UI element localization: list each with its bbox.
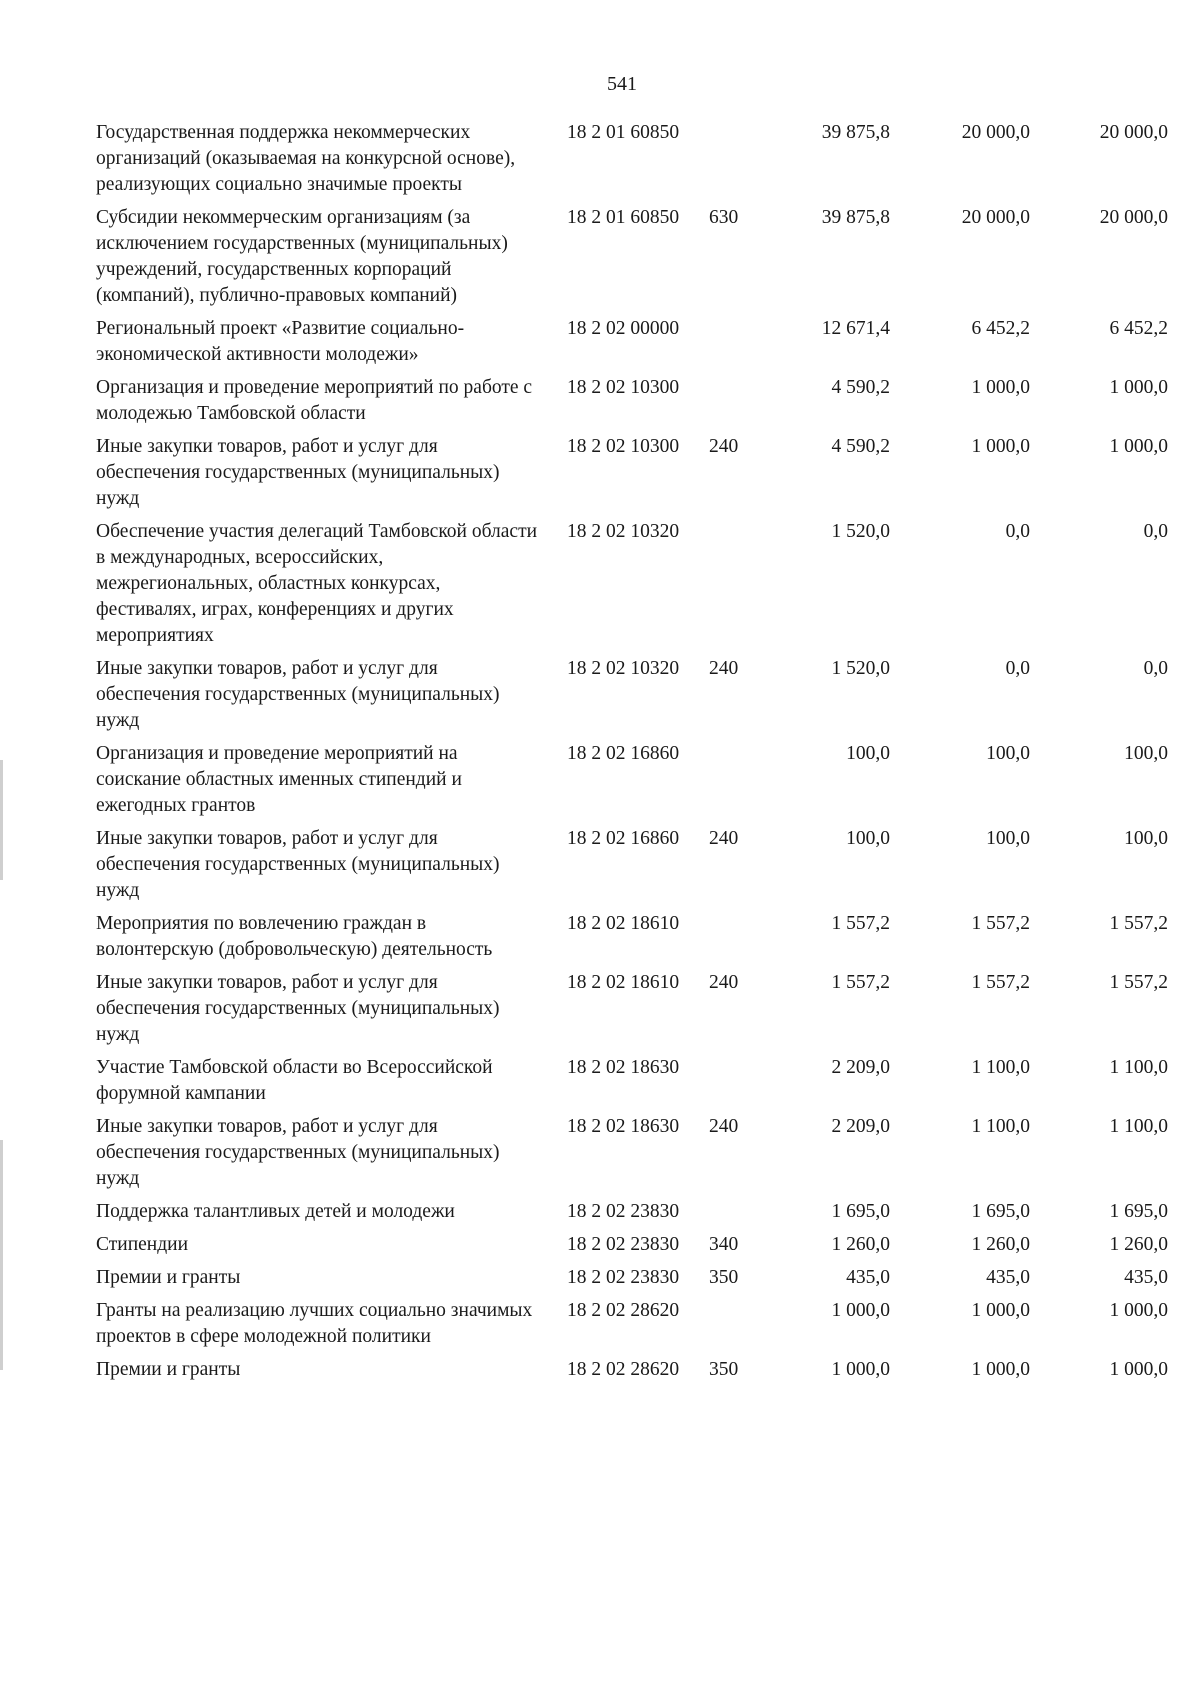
classification-code: 18 2 02 00000: [567, 318, 680, 339]
amount-year-3: 1 000,0: [1109, 1300, 1168, 1321]
classification-code: 18 2 02 10300: [567, 436, 680, 457]
table-row: [0, 375, 1200, 427]
table-row: [0, 911, 1200, 963]
expense-name: Организация и проведение мероприятий на соискание областных именных стипендий и ежегодных грантов: [96, 743, 462, 816]
classification-code: 18 2 01 60850: [567, 207, 680, 228]
expense-name: Иные закупки товаров, работ и услуг для обеспечения государственных (муниципальных) нужд: [96, 436, 500, 509]
amount-year-2: 0,0: [1005, 521, 1030, 542]
amount-year-1: 12 671,4: [821, 318, 890, 339]
amount-year-3: 1 000,0: [1109, 377, 1168, 398]
amount-year-2: 1 000,0: [971, 377, 1030, 398]
classification-code: 18 2 02 23830: [567, 1234, 680, 1255]
table-row: [0, 120, 1200, 198]
amount-year-1: 1 520,0: [831, 521, 890, 542]
table-row: [0, 205, 1200, 309]
amount-year-3: 0,0: [1143, 521, 1168, 542]
amount-year-2: 435,0: [986, 1267, 1030, 1288]
budget-table: [0, 120, 1200, 1390]
table-row: [0, 434, 1200, 512]
classification-code: 18 2 02 10300: [567, 377, 680, 398]
amount-year-3: 20 000,0: [1099, 122, 1168, 143]
expense-name: Премии и гранты: [96, 1359, 241, 1380]
amount-year-1: 1 000,0: [831, 1300, 890, 1321]
expense-name: Обеспечение участия делегаций Тамбовской области в международных, всероссийских, межрегиональных, областных конкурсах, фестивалях, играх, конференциях и других мероприятиях: [96, 521, 538, 646]
expense-name: Иные закупки товаров, работ и услуг для обеспечения государственных (муниципальных) нужд: [96, 972, 500, 1045]
amount-year-1: 100,0: [846, 828, 890, 849]
amount-year-3: 100,0: [1124, 828, 1168, 849]
amount-year-3: 1 557,2: [1109, 913, 1168, 934]
amount-year-2: 0,0: [1005, 658, 1030, 679]
table-row: [0, 741, 1200, 819]
expense-type-code: 350: [709, 1359, 739, 1380]
page-number: 541: [607, 73, 637, 95]
amount-year-3: 1 000,0: [1109, 436, 1168, 457]
classification-code: 18 2 02 16860: [567, 828, 680, 849]
expense-name: Мероприятия по вовлечению граждан в волонтерскую (добровольческую) деятельность: [96, 913, 493, 960]
amount-year-1: 4 590,2: [831, 436, 890, 457]
expense-name: Премии и гранты: [96, 1267, 241, 1288]
amount-year-1: 4 590,2: [831, 377, 890, 398]
table-row: [0, 1265, 1200, 1291]
amount-year-1: 1 557,2: [831, 972, 890, 993]
amount-year-2: 1 557,2: [971, 913, 1030, 934]
amount-year-1: 2 209,0: [831, 1116, 890, 1137]
amount-year-1: 1 557,2: [831, 913, 890, 934]
amount-year-2: 1 695,0: [971, 1201, 1030, 1222]
amount-year-2: 20 000,0: [961, 122, 1030, 143]
table-row: [0, 1357, 1200, 1383]
table-row: [0, 826, 1200, 904]
classification-code: 18 2 02 10320: [567, 658, 680, 679]
amount-year-3: 0,0: [1143, 658, 1168, 679]
table-row: [0, 970, 1200, 1048]
expense-type-code: 350: [709, 1267, 739, 1288]
expense-name: Стипендии: [96, 1234, 189, 1255]
amount-year-2: 1 100,0: [971, 1057, 1030, 1078]
amount-year-1: 1 000,0: [831, 1359, 890, 1380]
expense-name: Иные закупки товаров, работ и услуг для обеспечения государственных (муниципальных) нужд: [96, 1116, 500, 1189]
classification-code: 18 2 02 18630: [567, 1116, 680, 1137]
expense-name: Субсидии некоммерческим организациям (за исключением государственных (муниципальных) учреждений, государственных корпораций (компаний), публично-правовых компаний): [96, 207, 508, 306]
expense-type-code: 240: [709, 1116, 739, 1137]
amount-year-2: 1 100,0: [971, 1116, 1030, 1137]
amount-year-3: 1 557,2: [1109, 972, 1168, 993]
classification-code: 18 2 02 28620: [567, 1300, 680, 1321]
expense-type-code: 240: [709, 436, 739, 457]
expense-type-code: 630: [709, 207, 739, 228]
classification-code: 18 2 02 10320: [567, 521, 680, 542]
amount-year-2: 1 000,0: [971, 436, 1030, 457]
expense-name: Гранты на реализацию лучших социально значимых проектов в сфере молодежной политики: [96, 1300, 533, 1347]
classification-code: 18 2 02 28620: [567, 1359, 680, 1380]
expense-type-code: 240: [709, 658, 739, 679]
classification-code: 18 2 02 23830: [567, 1267, 680, 1288]
classification-code: 18 2 02 16860: [567, 743, 680, 764]
classification-code: 18 2 01 60850: [567, 122, 680, 143]
amount-year-3: 20 000,0: [1099, 207, 1168, 228]
amount-year-3: 100,0: [1124, 743, 1168, 764]
amount-year-2: 20 000,0: [961, 207, 1030, 228]
table-row: [0, 1199, 1200, 1225]
table-row: [0, 316, 1200, 368]
expense-type-code: 240: [709, 828, 739, 849]
expense-name: Иные закупки товаров, работ и услуг для обеспечения государственных (муниципальных) нужд: [96, 658, 500, 731]
classification-code: 18 2 02 18610: [567, 972, 680, 993]
amount-year-3: 1 695,0: [1109, 1201, 1168, 1222]
table-row: [0, 519, 1200, 649]
expense-type-code: 240: [709, 972, 739, 993]
amount-year-3: 6 452,2: [1109, 318, 1168, 339]
amount-year-1: 39 875,8: [821, 122, 890, 143]
amount-year-1: 39 875,8: [821, 207, 890, 228]
expense-name: Участие Тамбовской области во Всероссийской форумной кампании: [96, 1057, 493, 1104]
amount-year-2: 1 260,0: [971, 1234, 1030, 1255]
amount-year-2: 1 000,0: [971, 1300, 1030, 1321]
expense-name: Региональный проект «Развитие социально-экономической активности молодежи»: [96, 318, 465, 365]
classification-code: 18 2 02 18610: [567, 913, 680, 934]
amount-year-1: 2 209,0: [831, 1057, 890, 1078]
amount-year-2: 100,0: [986, 743, 1030, 764]
amount-year-2: 1 000,0: [971, 1359, 1030, 1380]
amount-year-3: 1 100,0: [1109, 1057, 1168, 1078]
table-row: [0, 1298, 1200, 1350]
expense-name: Организация и проведение мероприятий по работе с молодежью Тамбовской области: [96, 377, 533, 424]
classification-code: 18 2 02 23830: [567, 1201, 680, 1222]
amount-year-1: 1 520,0: [831, 658, 890, 679]
expense-type-code: 340: [709, 1234, 739, 1255]
expense-name: Иные закупки товаров, работ и услуг для обеспечения государственных (муниципальных) нужд: [96, 828, 500, 901]
classification-code: 18 2 02 18630: [567, 1057, 680, 1078]
amount-year-2: 6 452,2: [971, 318, 1030, 339]
amount-year-2: 1 557,2: [971, 972, 1030, 993]
amount-year-2: 100,0: [986, 828, 1030, 849]
amount-year-3: 435,0: [1124, 1267, 1168, 1288]
amount-year-3: 1 260,0: [1109, 1234, 1168, 1255]
table-row: [0, 1114, 1200, 1192]
table-row: [0, 656, 1200, 734]
table-row: [0, 1055, 1200, 1107]
amount-year-1: 1 260,0: [831, 1234, 890, 1255]
amount-year-1: 1 695,0: [831, 1201, 890, 1222]
table-row: [0, 1232, 1200, 1258]
amount-year-3: 1 000,0: [1109, 1359, 1168, 1380]
amount-year-1: 435,0: [846, 1267, 890, 1288]
expense-name: Поддержка талантливых детей и молодежи: [96, 1201, 455, 1222]
amount-year-1: 100,0: [846, 743, 890, 764]
amount-year-3: 1 100,0: [1109, 1116, 1168, 1137]
expense-name: Государственная поддержка некоммерческих организаций (оказываемая на конкурсной основе), реализующих социально значимые проекты: [96, 122, 516, 195]
